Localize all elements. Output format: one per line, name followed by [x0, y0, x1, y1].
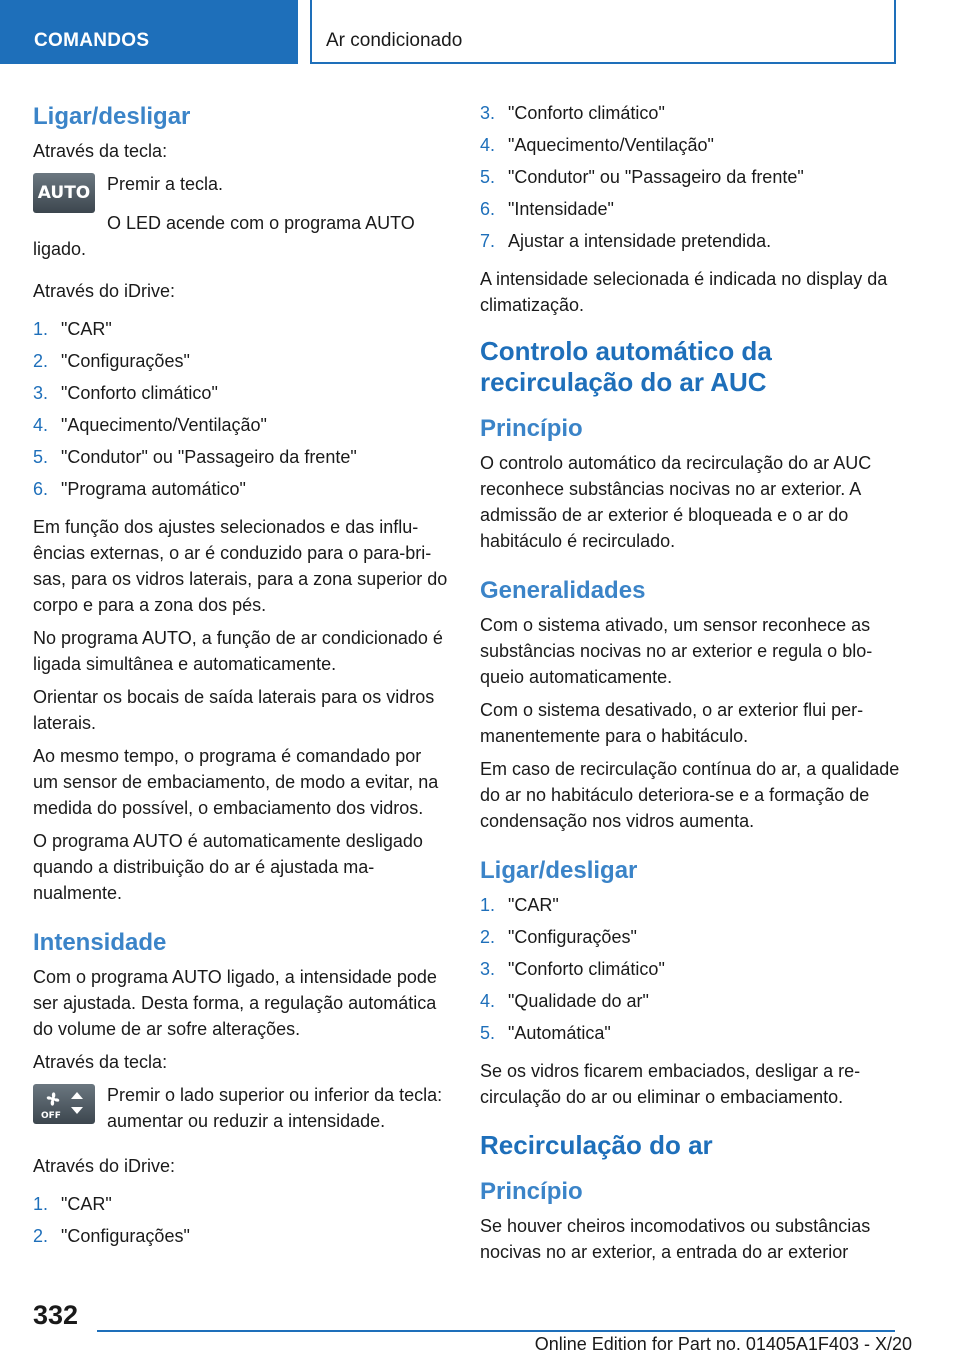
fan-off-label: OFF — [41, 1111, 61, 1121]
list-item-number: 3. — [33, 383, 49, 403]
paragraph-general-2: Com o sistema desativado, o ar exterior flui permanentemente para o habitáculo. — [480, 700, 864, 746]
list-item-number: 3. — [480, 959, 496, 979]
heading-general: Generalidades — [480, 577, 646, 604]
heading-recirculation: Recirculação do ar — [480, 1130, 713, 1160]
arrow-up-icon — [71, 1092, 83, 1099]
list-item — [33, 316, 448, 348]
paragraph-auc: O controlo automático da recirculação do ar AUC reconhece substâncias nocivas no ar exterior. A admissão de ar exterior é bloqueada e o ar do habitáculo é recirculado. — [480, 453, 872, 551]
list-item-text: Ajustar a intensidade pretendida. — [508, 231, 772, 251]
press-key-text: Premir a tecla. — [107, 174, 224, 194]
list-item-number: 3. — [480, 103, 496, 123]
via-key-text-2: Através da tecla: — [33, 1052, 168, 1072]
paragraph-auto-off: O programa AUTO é automaticamente desligado quando a distribuição do ar é ajustada manualmente. — [33, 831, 423, 903]
list-item-text: "Conforto climático" — [508, 959, 665, 979]
paragraph-auto-ac: No programa AUTO, a função de ar condicionado é ligada simultânea e automaticamente. — [33, 628, 443, 674]
list-item-number: 1. — [33, 319, 49, 339]
list-item-number: 5. — [33, 447, 49, 467]
list-item-text: "Intensidade" — [508, 199, 614, 219]
list-item-text: "Aquecimento/Ventilação" — [508, 135, 714, 155]
idrive-steps-list-3 — [480, 892, 900, 1052]
auto-key-row — [33, 171, 448, 213]
heading-on-off-2: Ligar/desligar — [480, 857, 638, 884]
list-item — [480, 100, 900, 132]
paragraph-general-1: Com o sistema ativado, um sensor reconhece as substâncias nocivas no ar exterior e regula o bloqueio automaticamente. — [480, 615, 873, 687]
heading-principle-2: Princípio — [480, 1178, 583, 1205]
list-item-text: "Configurações" — [508, 927, 637, 947]
paragraph-recirculation: Se houver cheiros incomodativos ou substâncias nocivas no ar exterior, a entrada do ar exterior — [480, 1216, 871, 1262]
list-item — [33, 476, 448, 508]
list-item — [33, 1191, 448, 1223]
list-item-text: "Condutor" ou "Passageiro da frente" — [508, 167, 804, 187]
fan-icon — [37, 1087, 91, 1121]
arrow-down-icon — [71, 1107, 83, 1114]
list-item-number: 2. — [33, 351, 49, 371]
paragraph-fog: Se os vidros ficarem embaciados, desligar a recirculação do ar ou eliminar o embaciamento. — [480, 1061, 861, 1107]
left-column — [33, 100, 448, 1261]
idrive-steps-list-continued — [480, 100, 900, 260]
header-chapter: Ar condicionado — [310, 0, 896, 64]
list-item — [480, 132, 900, 164]
list-item — [480, 988, 900, 1020]
auto-button-icon: AUTO — [33, 173, 95, 213]
page-number: 332 — [33, 1300, 79, 1330]
heading-intensity: Intensidade — [33, 929, 167, 956]
heading-principle: Princípio — [480, 415, 583, 442]
fan-button-icon — [33, 1084, 95, 1124]
footer-edition: Online Edition for Part no. 01405A1F403 - X/20 — [534, 1334, 912, 1354]
list-item-text: "Configurações" — [61, 351, 190, 371]
list-item — [33, 1223, 448, 1255]
paragraph-intensity-display: A intensidade selecionada é indicada no display da climatização. — [480, 269, 888, 315]
list-item — [480, 956, 900, 988]
list-item-text: "Aquecimento/Ventilação" — [61, 415, 267, 435]
list-item — [33, 348, 448, 380]
list-item-number: 4. — [480, 135, 496, 155]
list-item-number: 1. — [480, 895, 496, 915]
list-item — [480, 1020, 900, 1052]
list-item-text: "Qualidade do ar" — [508, 991, 649, 1011]
right-column — [480, 100, 900, 1272]
list-item-text: "Programa automático" — [61, 479, 246, 499]
paragraph-air-distribution: Em função dos ajustes selecionados e das influências externas, o ar é conduzido para o para-brisas, para os vidros laterais, para a zona superior do corpo e para a zona dos pés. — [33, 517, 448, 615]
paragraph-side-vents: Orientar os bocais de saída laterais para os vidros laterais. — [33, 687, 435, 733]
list-item-number: 7. — [480, 231, 496, 251]
list-item-text: "Conforto climático" — [508, 103, 665, 123]
idrive-steps-list-2 — [33, 1191, 448, 1255]
press-fan-text: Premir o lado superior ou inferior da tecla: aumentar ou reduzir a intensidade. — [107, 1085, 443, 1131]
list-item-text: "CAR" — [61, 1194, 112, 1214]
list-item-text: "Condutor" ou "Passageiro da frente" — [61, 447, 357, 467]
list-item-text: "Configurações" — [61, 1226, 190, 1246]
list-item-text: "CAR" — [508, 895, 559, 915]
list-item-number: 5. — [480, 167, 496, 187]
list-item-text: "Automática" — [508, 1023, 611, 1043]
idrive-steps-list-1 — [33, 316, 448, 508]
list-item — [480, 164, 900, 196]
list-item-number: 6. — [480, 199, 496, 219]
paragraph-intensity: Com o programa AUTO ligado, a intensidade pode ser ajustada. Desta forma, a regulação automática do volume de ar sofre alterações. — [33, 967, 437, 1039]
list-item-number: 5. — [480, 1023, 496, 1043]
list-item-number: 4. — [33, 415, 49, 435]
paragraph-fog-sensor: Ao mesmo tempo, o programa é comandado por um sensor de embaciamento, de modo a evitar, na medida do possível, o embaciamento dos vidros. — [33, 746, 439, 818]
list-item-text: "CAR" — [61, 319, 112, 339]
list-item-number: 6. — [33, 479, 49, 499]
list-item-text: "Conforto climático" — [61, 383, 218, 403]
via-idrive-text: Através do iDrive: — [33, 281, 176, 301]
list-item — [480, 228, 900, 260]
list-item — [480, 196, 900, 228]
list-item — [480, 924, 900, 956]
list-item-number: 4. — [480, 991, 496, 1011]
list-item — [33, 412, 448, 444]
list-item — [33, 380, 448, 412]
list-item — [33, 444, 448, 476]
list-item-number: 1. — [33, 1194, 49, 1214]
footer-divider — [97, 1330, 895, 1332]
led-text: O LED acende com o programa AUTO ligado. — [33, 213, 415, 259]
heading-on-off: Ligar/desligar — [33, 103, 191, 130]
header-section: COMANDOS — [0, 0, 298, 64]
list-item-number: 2. — [480, 927, 496, 947]
via-key-text: Através da tecla: — [33, 141, 168, 161]
heading-auc: Controlo automático da recirculação do ar AUC — [480, 336, 772, 397]
via-idrive-text-2: Através do iDrive: — [33, 1156, 176, 1176]
fan-key-row — [33, 1082, 448, 1141]
list-item — [480, 892, 900, 924]
list-item-number: 2. — [33, 1226, 49, 1246]
paragraph-general-3: Em caso de recirculação contínua do ar, a qualidade do ar no habitáculo deteriora-se e a formação de condensação nos vidros aumenta. — [480, 759, 900, 831]
